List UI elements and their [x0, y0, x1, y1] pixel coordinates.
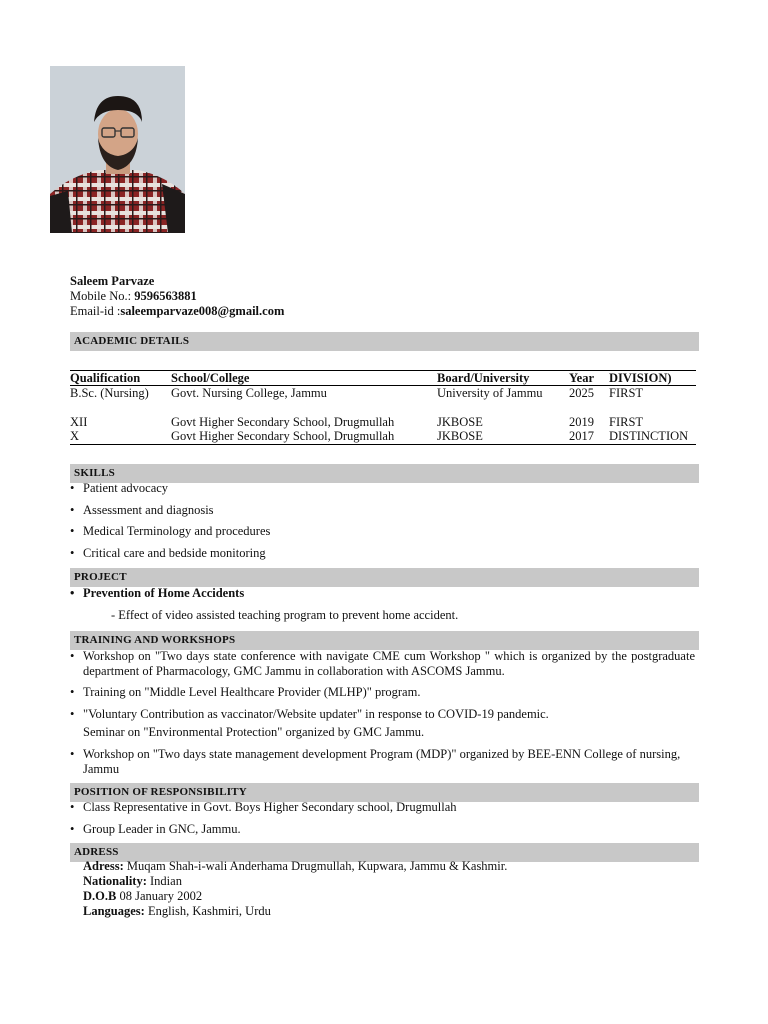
- address-heading: ADRESS: [70, 843, 699, 862]
- col-school: School/College: [171, 371, 437, 386]
- list-item: • Group Leader in GNC, Jammu.: [70, 822, 695, 837]
- mobile-number: 9596563881: [134, 289, 197, 303]
- list-item: • Patient advocacy: [70, 481, 695, 496]
- adress-label: Adress:: [83, 859, 124, 873]
- cell: JKBOSE: [437, 414, 483, 429]
- email-label: Email-id :: [70, 304, 121, 318]
- cell: Govt Higher Secondary School, Drugmullah: [171, 429, 437, 444]
- list-item: • Workshop on "Two days state management development Program (MDP)" organized by BEE-ENN College of nursing, Jammu: [70, 747, 695, 776]
- cell: Govt. Nursing College, Jammu: [171, 386, 327, 400]
- cell: University of Jammu: [437, 386, 543, 400]
- adress-value: Muqam Shah-i-wali Anderhama Drugmullah, Kupwara, Jammu & Kashmir.: [123, 859, 508, 873]
- responsibility-heading: POSITION OF RESPONSIBILITY: [70, 783, 699, 802]
- nationality-label: Nationality:: [83, 874, 147, 888]
- training-list: [70, 649, 695, 721]
- skills-heading: SKILLS: [70, 464, 699, 483]
- col-division: DIVISION): [609, 371, 696, 386]
- project-detail: - Effect of video assisted teaching program to prevent home accident.: [111, 608, 459, 622]
- list-item: • Medical Terminology and procedures: [70, 524, 695, 539]
- candidate-name: Saleem Parvaze: [70, 274, 155, 288]
- cell: FIRST: [609, 414, 644, 429]
- cell: FIRST: [609, 386, 644, 400]
- col-qualification: Qualification: [70, 371, 171, 386]
- mobile-label: Mobile No.:: [70, 289, 135, 303]
- cell: XII: [70, 414, 88, 429]
- table-row: [70, 429, 696, 444]
- list-item: • "Voluntary Contribution as vaccinator/Website updater" in response to COVID-19 pandemic.: [70, 707, 695, 722]
- project-title: • Prevention of Home Accidents: [70, 586, 695, 601]
- cell: X: [70, 429, 171, 444]
- email-address[interactable]: saleemparvaze008@gmail.com: [120, 304, 285, 318]
- list-item: • Workshop on "Two days state conference with navigate CME cum Workshop " which is organized by the postgraduate department of Pharmacology, GMC Jammu in collaboration with ASCOMS Jammu.: [70, 649, 695, 678]
- seminar-line: Seminar on "Environmental Protection" organized by GMC Jammu.: [83, 725, 425, 739]
- spacer-row: [70, 401, 696, 415]
- responsibility-list: [70, 800, 695, 836]
- project-list: [70, 586, 695, 601]
- list-item: • Critical care and bedside monitoring: [70, 546, 695, 561]
- languages-label: Languages:: [83, 904, 145, 918]
- academic-heading: ACADEMIC DETAILS: [70, 332, 699, 351]
- list-item: • Training on "Middle Level Healthcare Provider (MLHP)" program.: [70, 685, 695, 700]
- cell: 2025: [569, 386, 594, 400]
- cell: DISTINCTION: [609, 429, 696, 444]
- skills-list: [70, 481, 695, 560]
- nationality-value: Indian: [146, 874, 182, 888]
- address-block: [83, 859, 507, 919]
- col-year: Year: [569, 371, 609, 386]
- cell: 2017: [569, 429, 609, 444]
- profile-photo: [50, 66, 185, 233]
- cell: JKBOSE: [437, 429, 569, 444]
- list-item: • Assessment and diagnosis: [70, 503, 695, 518]
- contact-block: [70, 274, 284, 319]
- table-row: [70, 386, 696, 401]
- cell: Govt Higher Secondary School, Drugmullah: [171, 414, 395, 429]
- table-row: [70, 415, 696, 430]
- table-header-row: [70, 371, 696, 386]
- cell: B.Sc. (Nursing): [70, 386, 149, 400]
- training-heading: TRAINING AND WORKSHOPS: [70, 631, 699, 650]
- list-item: • Class Representative in Govt. Boys Higher Secondary school, Drugmullah: [70, 800, 695, 815]
- project-heading: PROJECT: [70, 568, 699, 587]
- col-board: Board/University: [437, 371, 569, 386]
- dob-label: D.O.B: [83, 889, 117, 903]
- languages-value: English, Kashmiri, Urdu: [144, 904, 271, 918]
- cell: 2019: [569, 414, 594, 429]
- training-list-cont: [70, 747, 695, 776]
- academic-table: [70, 370, 696, 445]
- dob-value: 08 January 2002: [116, 889, 203, 903]
